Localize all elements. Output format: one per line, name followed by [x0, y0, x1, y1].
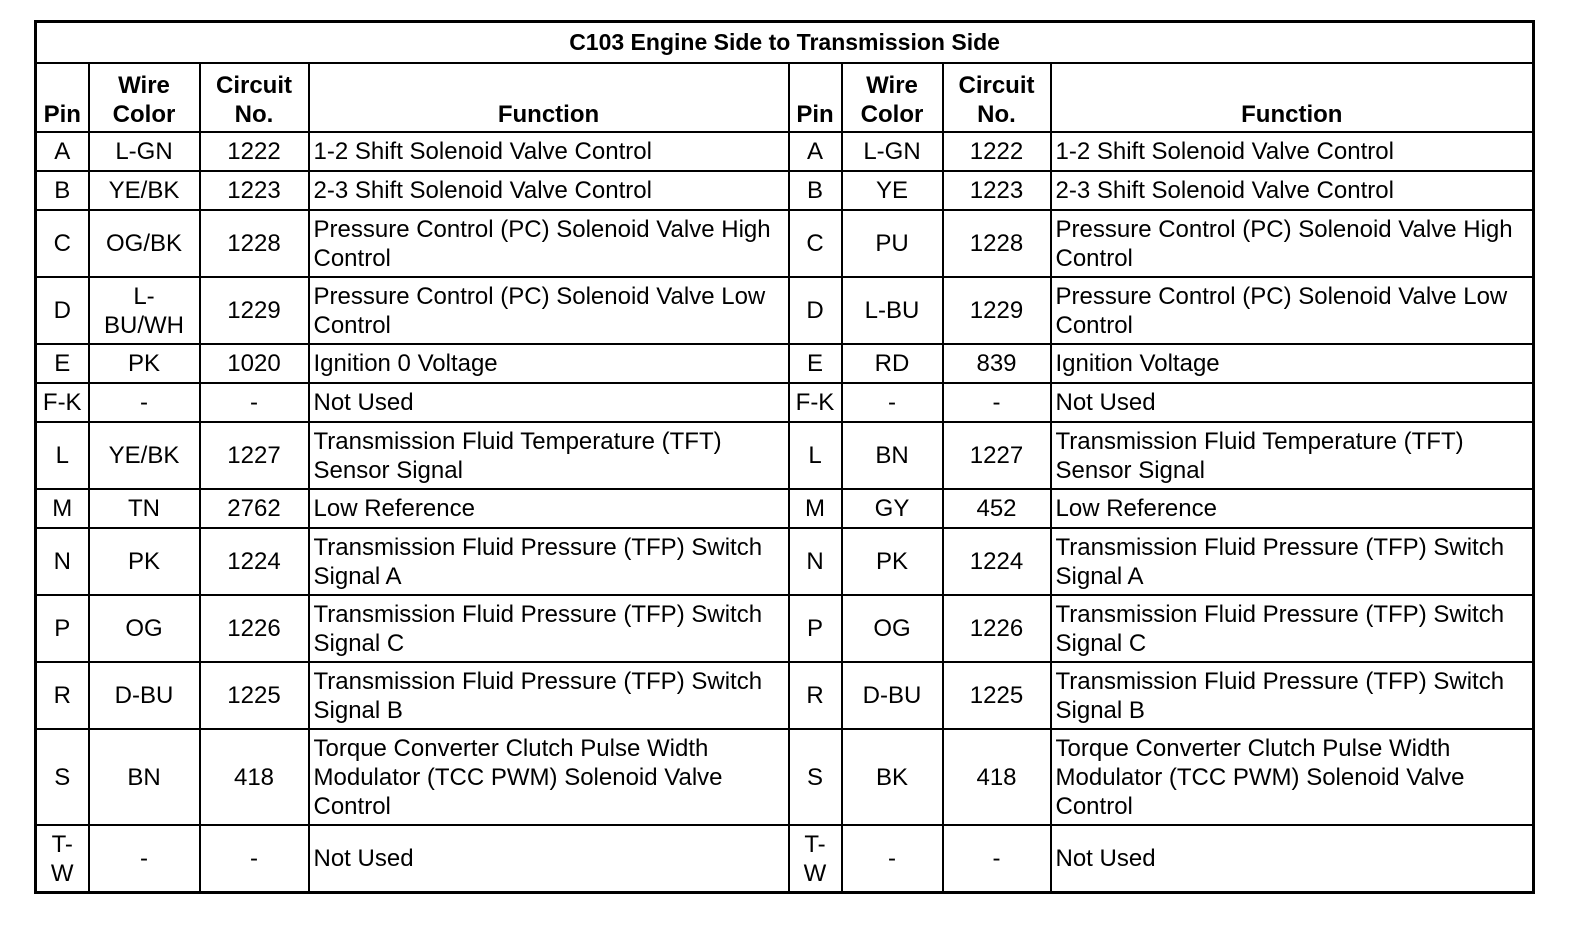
pin-left: E: [36, 344, 89, 383]
pin-right: L: [789, 422, 842, 489]
circuit-right: 1223: [943, 171, 1051, 210]
wire-color-left: OG: [89, 595, 200, 662]
function-left: Pressure Control (PC) Solenoid Valve Low Control: [309, 277, 789, 344]
header-wire-color-line2: Color: [112, 101, 176, 128]
function-right: Transmission Fluid Temperature (TFT) Sensor Signal: [1051, 422, 1534, 489]
function-right: Transmission Fluid Pressure (TFP) Switch Signal B: [1051, 662, 1534, 729]
table-title: C103 Engine Side to Transmission Side: [36, 22, 1534, 64]
circuit-left: 1020: [200, 344, 309, 383]
circuit-left: 1228: [200, 210, 309, 277]
table-row: [36, 595, 1534, 662]
pin-right: A: [789, 132, 842, 171]
wire-color-left: -: [89, 825, 200, 893]
function-right: Ignition Voltage: [1051, 344, 1534, 383]
function-right: 2-3 Shift Solenoid Valve Control: [1051, 171, 1534, 210]
header-wire-color-right: [842, 63, 943, 132]
header-circuit-line2: No.: [234, 101, 274, 128]
circuit-right: 1229: [943, 277, 1051, 344]
wire-color-right: BN: [842, 422, 943, 489]
circuit-left: 1229: [200, 277, 309, 344]
header-row: [36, 63, 1534, 132]
wire-color-left: YE/BK: [89, 422, 200, 489]
header-function-left: Function: [309, 63, 789, 132]
circuit-right: 1227: [943, 422, 1051, 489]
wire-color-left: PK: [89, 528, 200, 595]
table-row: [36, 729, 1534, 825]
table-row: [36, 171, 1534, 210]
circuit-right: 418: [943, 729, 1051, 825]
circuit-right: 839: [943, 344, 1051, 383]
wire-color-right: D-BU: [842, 662, 943, 729]
function-right: 1-2 Shift Solenoid Valve Control: [1051, 132, 1534, 171]
pin-left: F-K: [36, 383, 89, 422]
function-left: 2-3 Shift Solenoid Valve Control: [309, 171, 789, 210]
pin-right: M: [789, 489, 842, 528]
wire-color-left: D-BU: [89, 662, 200, 729]
pin-right: P: [789, 595, 842, 662]
pin-right: R: [789, 662, 842, 729]
wire-color-right: PU: [842, 210, 943, 277]
pin-left: C: [36, 210, 89, 277]
table-row: [36, 422, 1534, 489]
wire-color-right: BK: [842, 729, 943, 825]
header-circuit-line1: Circuit: [958, 72, 1035, 99]
circuit-right: -: [943, 825, 1051, 893]
pin-right: C: [789, 210, 842, 277]
pin-right: N: [789, 528, 842, 595]
function-left: Transmission Fluid Pressure (TFP) Switch Signal A: [309, 528, 789, 595]
pin-left: N: [36, 528, 89, 595]
header-pin-left: Pin: [36, 63, 89, 132]
wire-color-right: PK: [842, 528, 943, 595]
header-function-right: Function: [1051, 63, 1534, 132]
circuit-left: -: [200, 825, 309, 893]
table-row: [36, 277, 1534, 344]
wire-color-right: GY: [842, 489, 943, 528]
header-wire-color-line1: Wire: [866, 72, 918, 99]
header-wire-color-line2: Color: [860, 101, 924, 128]
pin-left: A: [36, 132, 89, 171]
circuit-left: 1227: [200, 422, 309, 489]
circuit-right: 1228: [943, 210, 1051, 277]
circuit-right: 1224: [943, 528, 1051, 595]
header-wire-color-left: [89, 63, 200, 132]
pin-left: L: [36, 422, 89, 489]
wire-color-right: L-BU: [842, 277, 943, 344]
table-row: [36, 662, 1534, 729]
header-wire-color-line1: Wire: [118, 72, 170, 99]
function-left: 1-2 Shift Solenoid Valve Control: [309, 132, 789, 171]
circuit-right: 1222: [943, 132, 1051, 171]
table-row: [36, 528, 1534, 595]
circuit-left: 1226: [200, 595, 309, 662]
pin-left: D: [36, 277, 89, 344]
pin-left: R: [36, 662, 89, 729]
pin-right: F-K: [789, 383, 842, 422]
pin-left: M: [36, 489, 89, 528]
circuit-right: 1226: [943, 595, 1051, 662]
pin-right: S: [789, 729, 842, 825]
function-right: Pressure Control (PC) Solenoid Valve High Control: [1051, 210, 1534, 277]
pin-left: P: [36, 595, 89, 662]
circuit-left: 1222: [200, 132, 309, 171]
table-row: [36, 344, 1534, 383]
header-pin-right: Pin: [789, 63, 842, 132]
wire-color-left: L-GN: [89, 132, 200, 171]
function-left: Transmission Fluid Pressure (TFP) Switch Signal C: [309, 595, 789, 662]
connector-table: [34, 20, 1535, 894]
function-left: Not Used: [309, 383, 789, 422]
table-row: [36, 210, 1534, 277]
table-row: [36, 132, 1534, 171]
function-right: Transmission Fluid Pressure (TFP) Switch Signal A: [1051, 528, 1534, 595]
function-right: Torque Converter Clutch Pulse Width Modulator (TCC PWM) Solenoid Valve Control: [1051, 729, 1534, 825]
pin-right: T-W: [789, 825, 842, 893]
circuit-left: 1224: [200, 528, 309, 595]
circuit-left: 1225: [200, 662, 309, 729]
pin-left: B: [36, 171, 89, 210]
header-circuit-right: [943, 63, 1051, 132]
wire-color-right: YE: [842, 171, 943, 210]
function-left: Not Used: [309, 825, 789, 893]
table-row: [36, 489, 1534, 528]
function-right: Not Used: [1051, 383, 1534, 422]
table-row: [36, 383, 1534, 422]
wire-color-left: -: [89, 383, 200, 422]
circuit-right: 1225: [943, 662, 1051, 729]
circuit-right: 452: [943, 489, 1051, 528]
wire-color-right: L-GN: [842, 132, 943, 171]
wire-color-right: OG: [842, 595, 943, 662]
wire-color-right: RD: [842, 344, 943, 383]
pin-left: T-W: [36, 825, 89, 893]
circuit-right: -: [943, 383, 1051, 422]
function-left: Transmission Fluid Temperature (TFT) Sensor Signal: [309, 422, 789, 489]
function-left: Torque Converter Clutch Pulse Width Modulator (TCC PWM) Solenoid Valve Control: [309, 729, 789, 825]
header-circuit-line1: Circuit: [215, 72, 292, 99]
wire-color-left: YE/BK: [89, 171, 200, 210]
table-row: [36, 825, 1534, 893]
pin-right: D: [789, 277, 842, 344]
wire-color-left: OG/BK: [89, 210, 200, 277]
pin-right: E: [789, 344, 842, 383]
function-right: Not Used: [1051, 825, 1534, 893]
wire-color-left: BN: [89, 729, 200, 825]
circuit-left: -: [200, 383, 309, 422]
header-circuit-left: [200, 63, 309, 132]
circuit-left: 2762: [200, 489, 309, 528]
function-right: Pressure Control (PC) Solenoid Valve Low Control: [1051, 277, 1534, 344]
function-left: Ignition 0 Voltage: [309, 344, 789, 383]
wire-color-right: -: [842, 383, 943, 422]
circuit-left: 1223: [200, 171, 309, 210]
circuit-left: 418: [200, 729, 309, 825]
function-right: Low Reference: [1051, 489, 1534, 528]
pin-right: B: [789, 171, 842, 210]
wire-color-left: L-BU/WH: [89, 277, 200, 344]
function-left: Transmission Fluid Pressure (TFP) Switch Signal B: [309, 662, 789, 729]
wire-color-right: -: [842, 825, 943, 893]
wire-color-left: TN: [89, 489, 200, 528]
function-right: Transmission Fluid Pressure (TFP) Switch Signal C: [1051, 595, 1534, 662]
function-left: Pressure Control (PC) Solenoid Valve High Control: [309, 210, 789, 277]
pin-left: S: [36, 729, 89, 825]
function-left: Low Reference: [309, 489, 789, 528]
wire-color-left: PK: [89, 344, 200, 383]
header-circuit-line2: No.: [977, 101, 1016, 128]
